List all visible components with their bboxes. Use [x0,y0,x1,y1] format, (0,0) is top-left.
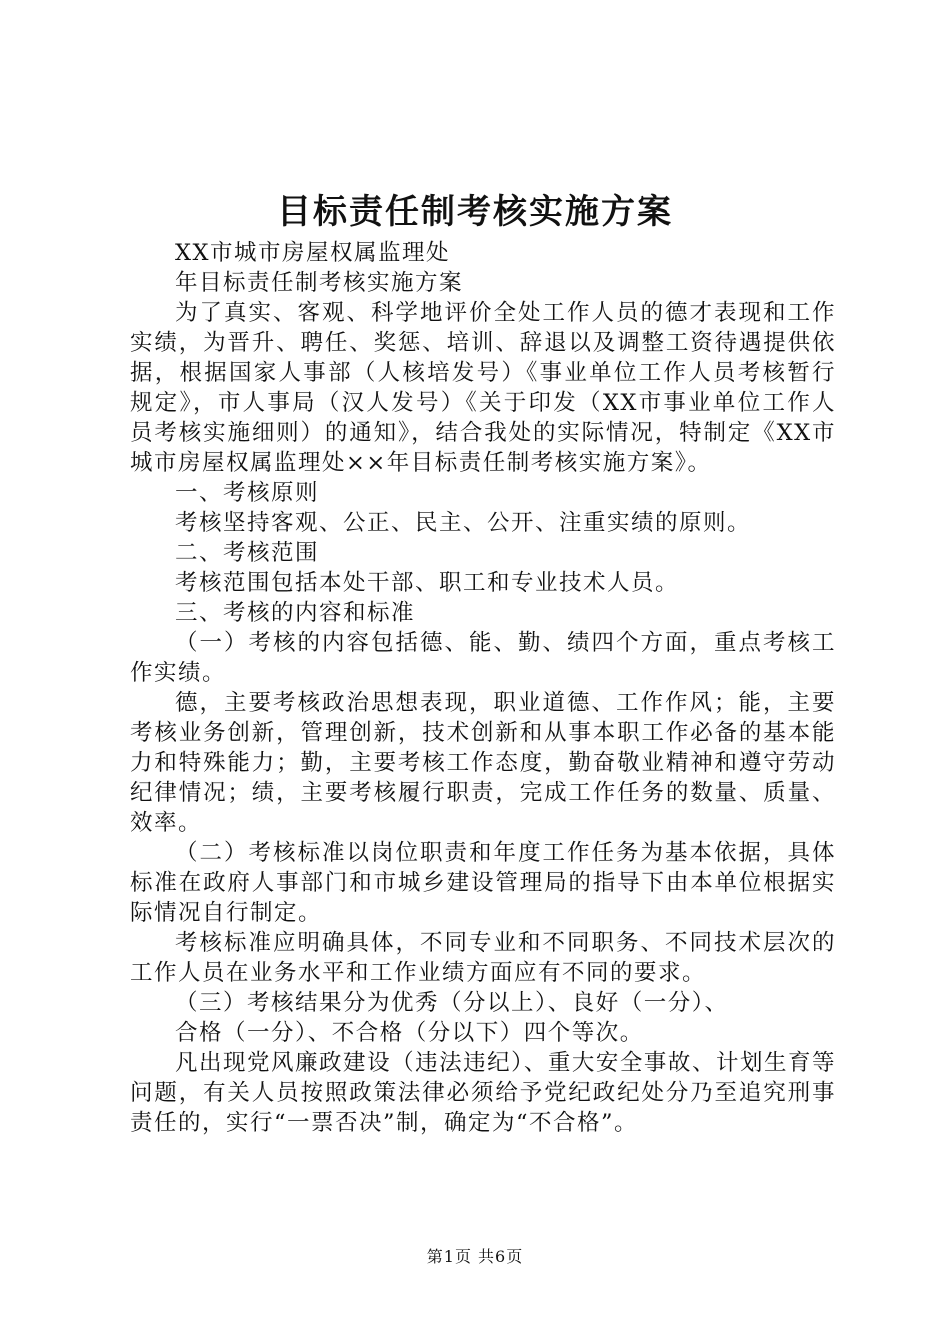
paragraph-grades: 合格（一分）、不合格（分以下）四个等次。 [175,1020,644,1046]
paragraph-content-2: （二）考核标准以岗位职责和年度工作任务为基本依据，具体标准在政府人事部门和市城乡建设管理局的指导下由本单位根据实际情况自行制定。 [130,840,836,926]
page-footer: 第1页 共6页 [426,1247,524,1266]
paragraph-scope: 考核范围包括本处干部、职工和专业技术人员。 [175,570,680,596]
section-heading-principles: 一、考核原则 [175,480,320,506]
paragraph-org: XX市城市房屋权属监理处 [175,240,451,266]
paragraph-principles: 考核坚持客观、公正、民主、公开、注重实绩的原则。 [175,510,752,536]
paragraph-standards: 考核标准应明确具体，不同专业和不同职务、不同技术层次的工作人员在业务水平和工作业绩方面应有不同的要求。 [130,930,836,986]
paragraph-intro: 为了真实、客观、科学地评价全处工作人员的德才表现和工作实绩，为晋升、聘任、奖惩、培训、辞退以及调整工资待遇提供依据，根据国家人事部（人核培发号）《事业单位工作人员考核暂行规定》，市人事局（汉人发号）《关于印发（XX市事业单位工作人员考核实施细则）的通知》，结合我处的实际情况，特制定《XX市城市房屋权属监理处××年目标责任制考核实施方案》。 [130,300,836,476]
paragraph-content-1: （一）考核的内容包括德、能、勤、绩四个方面，重点考核工作实绩。 [130,630,836,686]
document-title: 目标责任制考核实施方案 [277,192,673,232]
section-heading-content: 三、考核的内容和标准 [175,600,416,626]
paragraph-content-detail: 德，主要考核政治思想表现，职业道德、工作作风；能，主要考核业务创新，管理创新，技术创新和从事本职工作必备的基本能力和特殊能力；勤，主要考核工作态度，勤奋敬业精神和遵守劳动纪律情况；绩，主要考核履行职责，完成工作任务的数量、质量、效率。 [130,690,836,836]
paragraph-content-3: （三）考核结果分为优秀（分以上）、良好（一分）、 [175,990,729,1016]
document-body [130,238,836,1138]
section-heading-scope: 二、考核范围 [175,540,320,566]
paragraph-subtitle: 年目标责任制考核实施方案 [175,270,464,296]
paragraph-veto: 凡出现党风廉政建设（违法违纪）、重大安全事故、计划生育等问题，有关人员按照政策法律必须给予党纪政纪处分乃至追究刑事责任的，实行“一票否决”制，确定为“不合格”。 [130,1050,836,1136]
